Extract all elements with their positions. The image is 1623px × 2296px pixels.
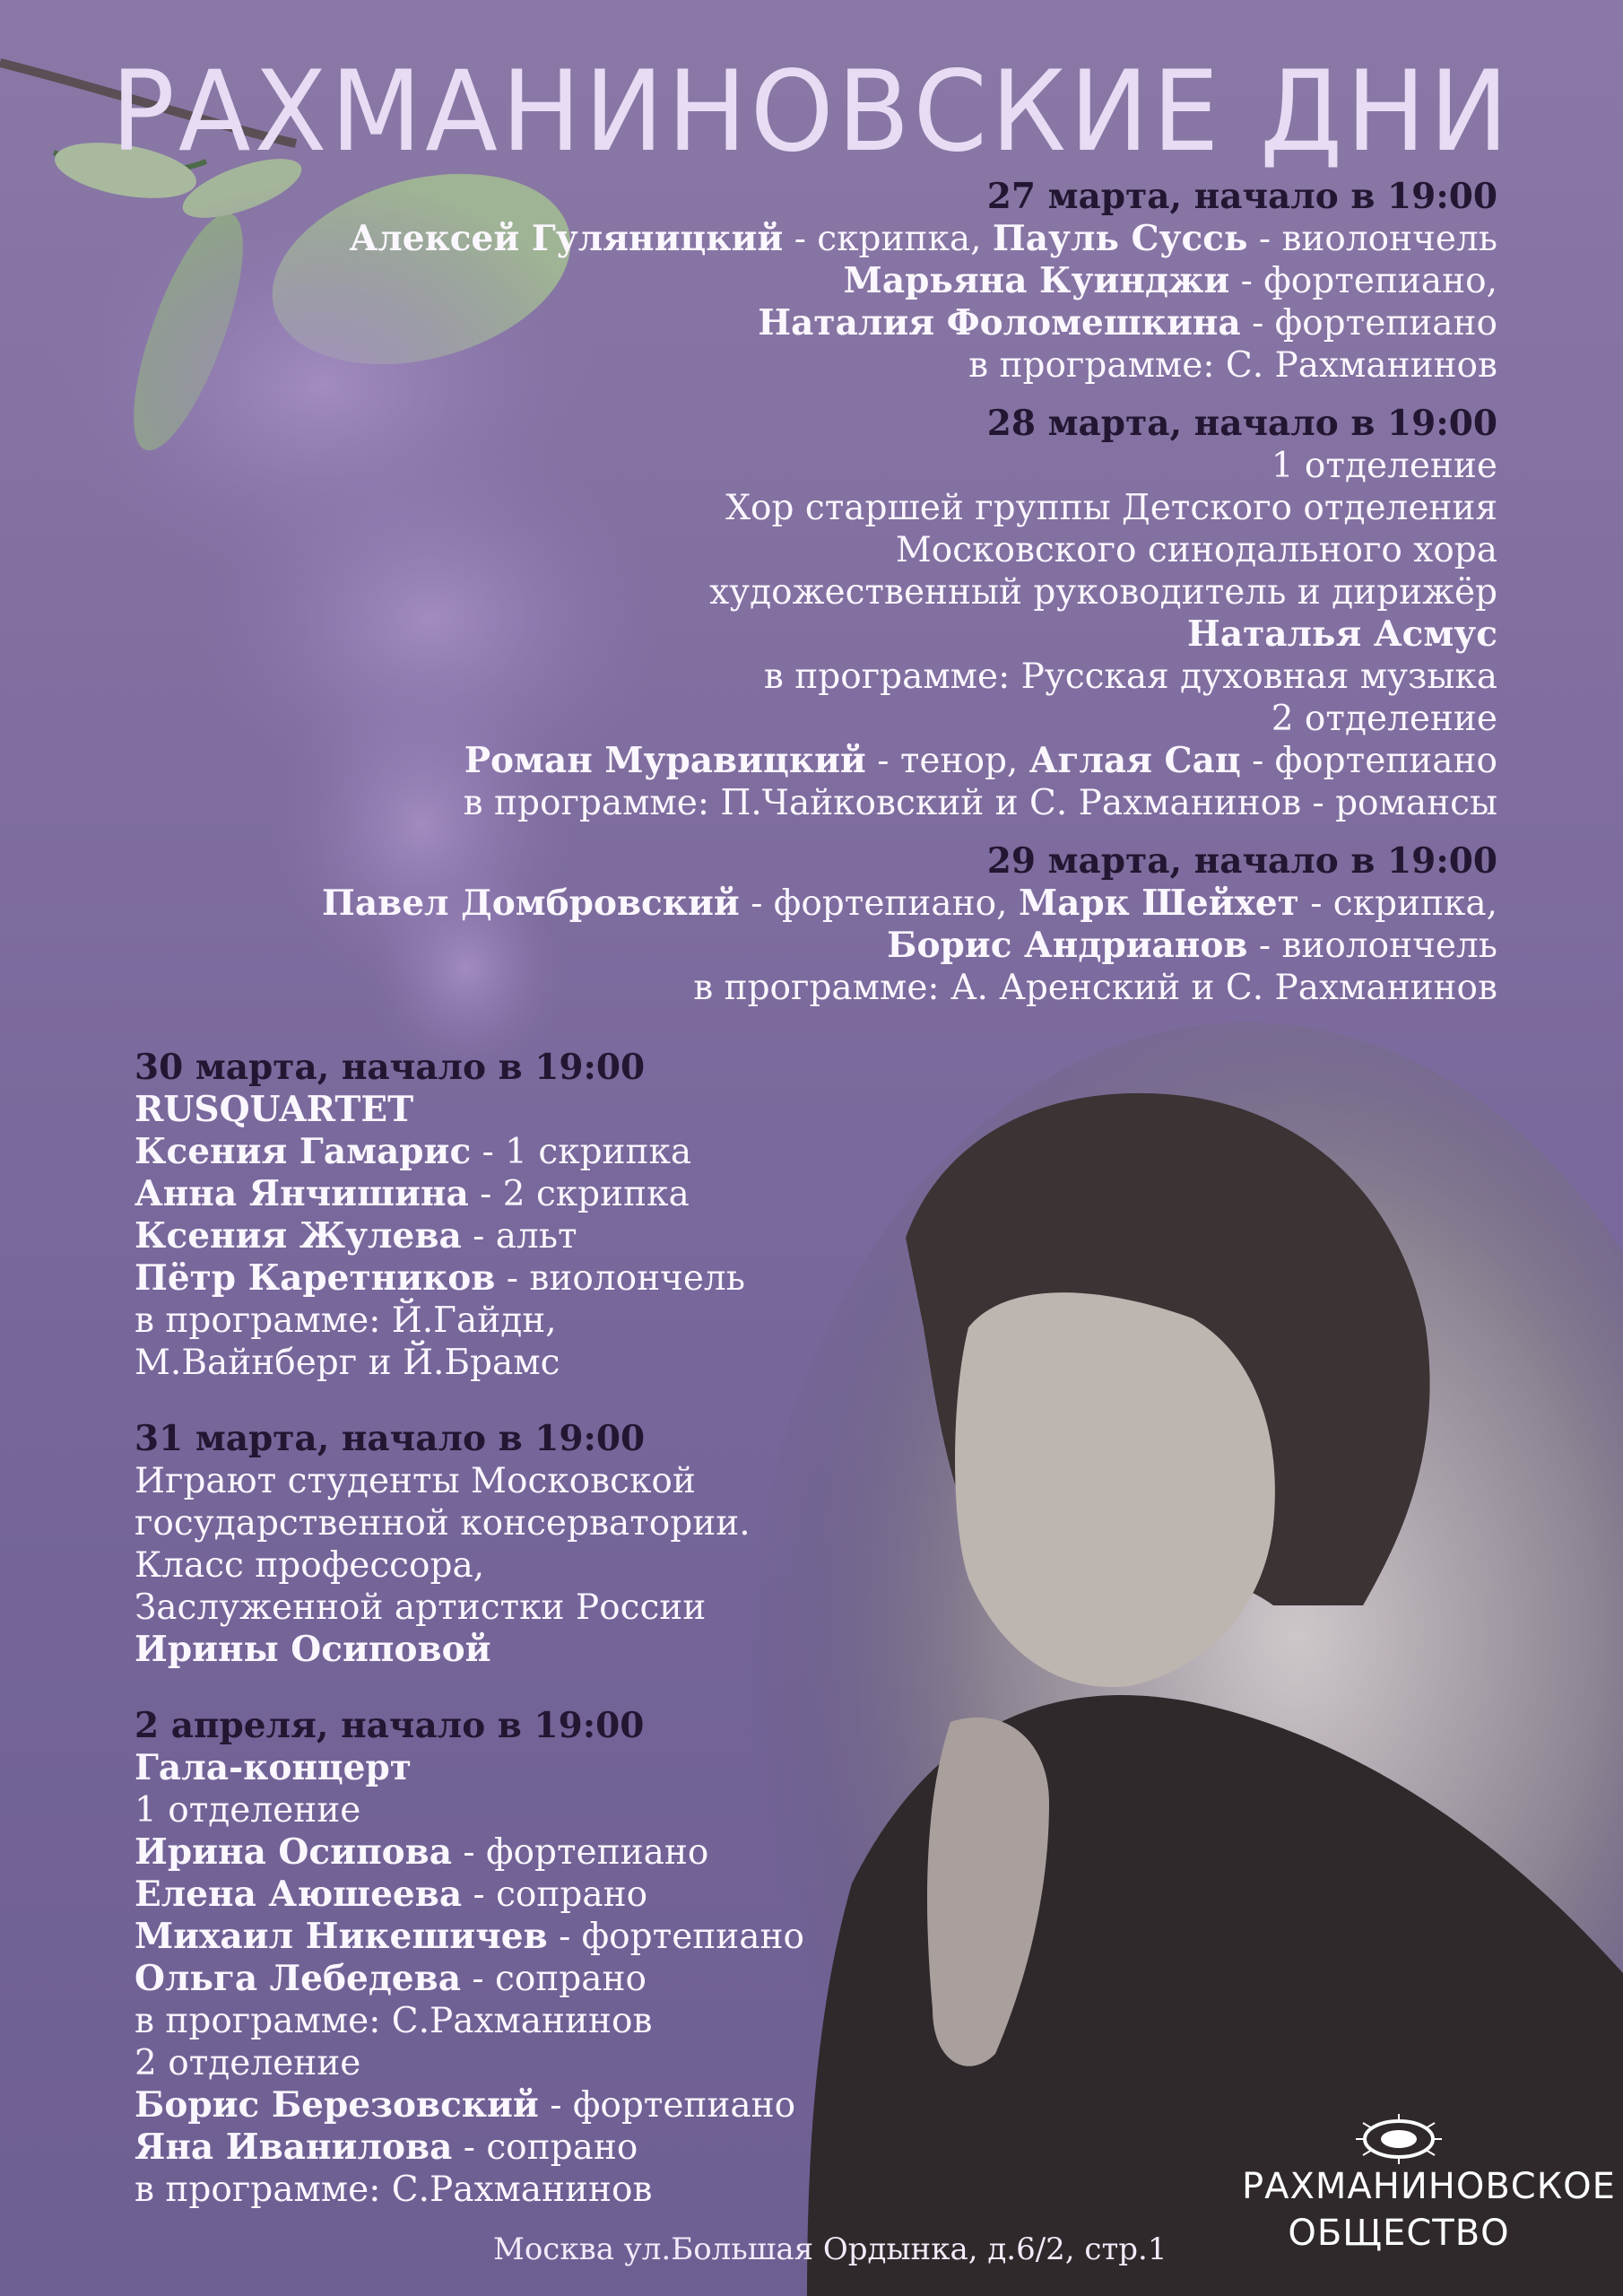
concert-entry <box>135 1418 804 1671</box>
concert-text: 1 отделение <box>1271 446 1497 486</box>
performer-name: Алексей Гуляницкий <box>349 218 784 259</box>
society-logo <box>1242 2108 1616 2257</box>
concert-text: - сопрано <box>462 1874 648 1915</box>
concert-line <box>135 1831 804 1874</box>
concert-line <box>135 1587 804 1629</box>
logo-line-2: ОБЩЕСТВО <box>1288 2213 1510 2254</box>
concert-entry <box>322 403 1497 824</box>
concert-date: 2 апреля, начало в 19:00 <box>135 1705 645 1746</box>
concert-line <box>322 782 1497 824</box>
concert-line <box>135 1131 804 1173</box>
concert-text: в программе: С.Рахманинов <box>135 2001 653 2041</box>
concert-text: - фортепиано, <box>739 883 1019 924</box>
concert-text: в программе: С.Рахманинов <box>135 2170 653 2210</box>
concert-line <box>135 1916 804 1958</box>
concert-line <box>322 883 1497 925</box>
concert-text: - фортепиано <box>538 2085 796 2126</box>
concert-line <box>135 1789 804 1831</box>
concert-entry <box>135 1705 804 2211</box>
concert-text: государственной консерватории. <box>135 1503 751 1544</box>
concert-line <box>135 2084 804 2126</box>
concert-line <box>135 2042 804 2084</box>
concert-line <box>135 1460 804 1502</box>
performer-name: Елена Аюшеева <box>135 1874 463 1915</box>
concert-line <box>322 260 1497 302</box>
performer-name: Марк Шейхет <box>1018 883 1299 924</box>
concert-line <box>135 1544 804 1587</box>
concert-line <box>322 529 1497 571</box>
concert-line <box>135 1257 804 1300</box>
performer-name: Аглая Сац <box>1028 740 1241 781</box>
concert-text: М.Вайнберг и Й.Брамс <box>135 1343 560 1383</box>
concert-line <box>322 487 1497 529</box>
concert-text: - тенор, <box>865 741 1029 781</box>
concert-text: - 1 скрипка <box>471 1132 692 1172</box>
concert-date: 30 марта, начало в 19:00 <box>135 1047 646 1088</box>
concert-text: Московского синодального хора <box>895 530 1497 570</box>
concert-text: - фортепиано <box>452 1832 709 1873</box>
concert-text: в программе: Й.Гайдн, <box>135 1300 557 1341</box>
concert-text: - фортепиано <box>1240 741 1497 781</box>
concert-line <box>135 1173 804 1215</box>
concert-line <box>135 1502 804 1544</box>
concert-text: - виолончель <box>1247 926 1497 966</box>
concert-line <box>322 302 1497 344</box>
performer-name: Борис Андрианов <box>887 925 1248 966</box>
concert-text: - сопрано <box>461 1959 647 1999</box>
concert-line <box>135 1089 804 1131</box>
poster-title: РАХМАНИНОВСКИЕ ДНИ <box>110 46 1513 177</box>
concert-text: в программе: Русская духовная музыка <box>763 657 1497 697</box>
concert-line <box>322 218 1497 260</box>
concert-text: Класс профессора, <box>135 1545 485 1586</box>
concert-line <box>135 1629 804 1671</box>
concert-line <box>322 613 1497 656</box>
concert-text: Играют студенты Московской <box>135 1461 696 1501</box>
performer-name: Анна Янчишина <box>135 1173 469 1214</box>
concert-line <box>135 2000 804 2042</box>
performer-name: Гала-концерт <box>135 1747 412 1788</box>
concert-text: - фортепиано <box>1240 303 1497 344</box>
concert-text: - виолончель <box>495 1258 745 1299</box>
concert-text: - скрипка, <box>783 219 993 259</box>
concert-text: в программе: П.Чайковский и С. Рахманинов - романсы <box>463 783 1497 823</box>
concert-line <box>322 740 1497 782</box>
concert-text: Заслуженной артистки России <box>135 1587 707 1628</box>
concert-line <box>322 445 1497 487</box>
performer-name: Ирины Осиповой <box>135 1629 491 1670</box>
performer-name: Пётр Каретников <box>135 1257 496 1299</box>
concert-date: 27 марта, начало в 19:00 <box>986 176 1497 217</box>
concert-line <box>135 1215 804 1257</box>
concert-text: - скрипка, <box>1298 883 1497 924</box>
concert-line <box>322 698 1497 740</box>
performer-name: Наталья Асмус <box>1186 613 1497 655</box>
concert-text: Хор старшей группы Детского отделения <box>725 488 1497 528</box>
concert-line <box>135 1300 804 1342</box>
performer-name: Наталия Фоломешкина <box>758 302 1241 344</box>
performer-name: Ирина Осипова <box>135 1831 453 1873</box>
concerts-right-column <box>322 176 1497 1009</box>
concert-entry <box>322 176 1497 387</box>
concert-line <box>135 1747 804 1789</box>
portrait-photo <box>744 1022 1623 2296</box>
concert-date: 29 марта, начало в 19:00 <box>986 840 1497 882</box>
venue-address: Москва ул.Большая Ордынка, д.6/2, стр.1 <box>493 2231 1167 2267</box>
performer-name: Пауль Суссь <box>992 218 1248 259</box>
performer-name: RUSQUARTET <box>135 1089 414 1130</box>
logo-line-1: РАХМАНИНОВСКОЕ <box>1242 2166 1616 2207</box>
concert-line <box>135 2126 804 2169</box>
concert-text: - виолончель <box>1247 219 1497 259</box>
concert-text: - фортепиано <box>547 1917 804 1957</box>
concert-text: - фортепиано, <box>1229 261 1497 301</box>
concert-entry <box>322 840 1497 1009</box>
concert-text: - 2 скрипка <box>468 1174 690 1214</box>
concert-line <box>135 1958 804 2000</box>
concert-text: в программе: С. Рахманинов <box>968 345 1497 386</box>
concerts-left-column <box>135 1047 804 2211</box>
concert-line <box>322 925 1497 967</box>
performer-name: Борис Березовский <box>135 2084 539 2126</box>
concert-line <box>322 656 1497 698</box>
concert-line <box>322 571 1497 613</box>
concert-line <box>322 344 1497 387</box>
concert-text: художественный руководитель и дирижёр <box>709 572 1497 613</box>
performer-name: Ксения Жулева <box>135 1215 462 1257</box>
performer-name: Яна Иванилова <box>135 2126 453 2168</box>
performer-name: Ксения Гамарис <box>135 1131 472 1172</box>
concert-text: 2 отделение <box>135 2043 361 2083</box>
concert-text: - сопрано <box>452 2127 638 2168</box>
concert-line <box>322 967 1497 1009</box>
performer-name: Ольга Лебедева <box>135 1958 461 1999</box>
performer-name: Михаил Никешичев <box>135 1916 548 1957</box>
performer-name: Марьяна Куинджи <box>843 260 1230 301</box>
concert-entry <box>135 1047 804 1384</box>
performer-name: Роман Муравицкий <box>464 740 866 781</box>
concert-date: 31 марта, начало в 19:00 <box>135 1418 646 1459</box>
performer-name: Павел Домбровский <box>322 883 740 924</box>
concert-line <box>135 1342 804 1384</box>
concert-line <box>135 1874 804 1916</box>
concert-text: - альт <box>461 1216 577 1257</box>
concert-text: 2 отделение <box>1271 699 1497 739</box>
concert-text: в программе: А. Аренский и С. Рахманинов <box>693 968 1497 1008</box>
concert-text: 1 отделение <box>135 1790 361 1831</box>
concert-date: 28 марта, начало в 19:00 <box>986 403 1497 444</box>
concert-line <box>135 2169 804 2211</box>
